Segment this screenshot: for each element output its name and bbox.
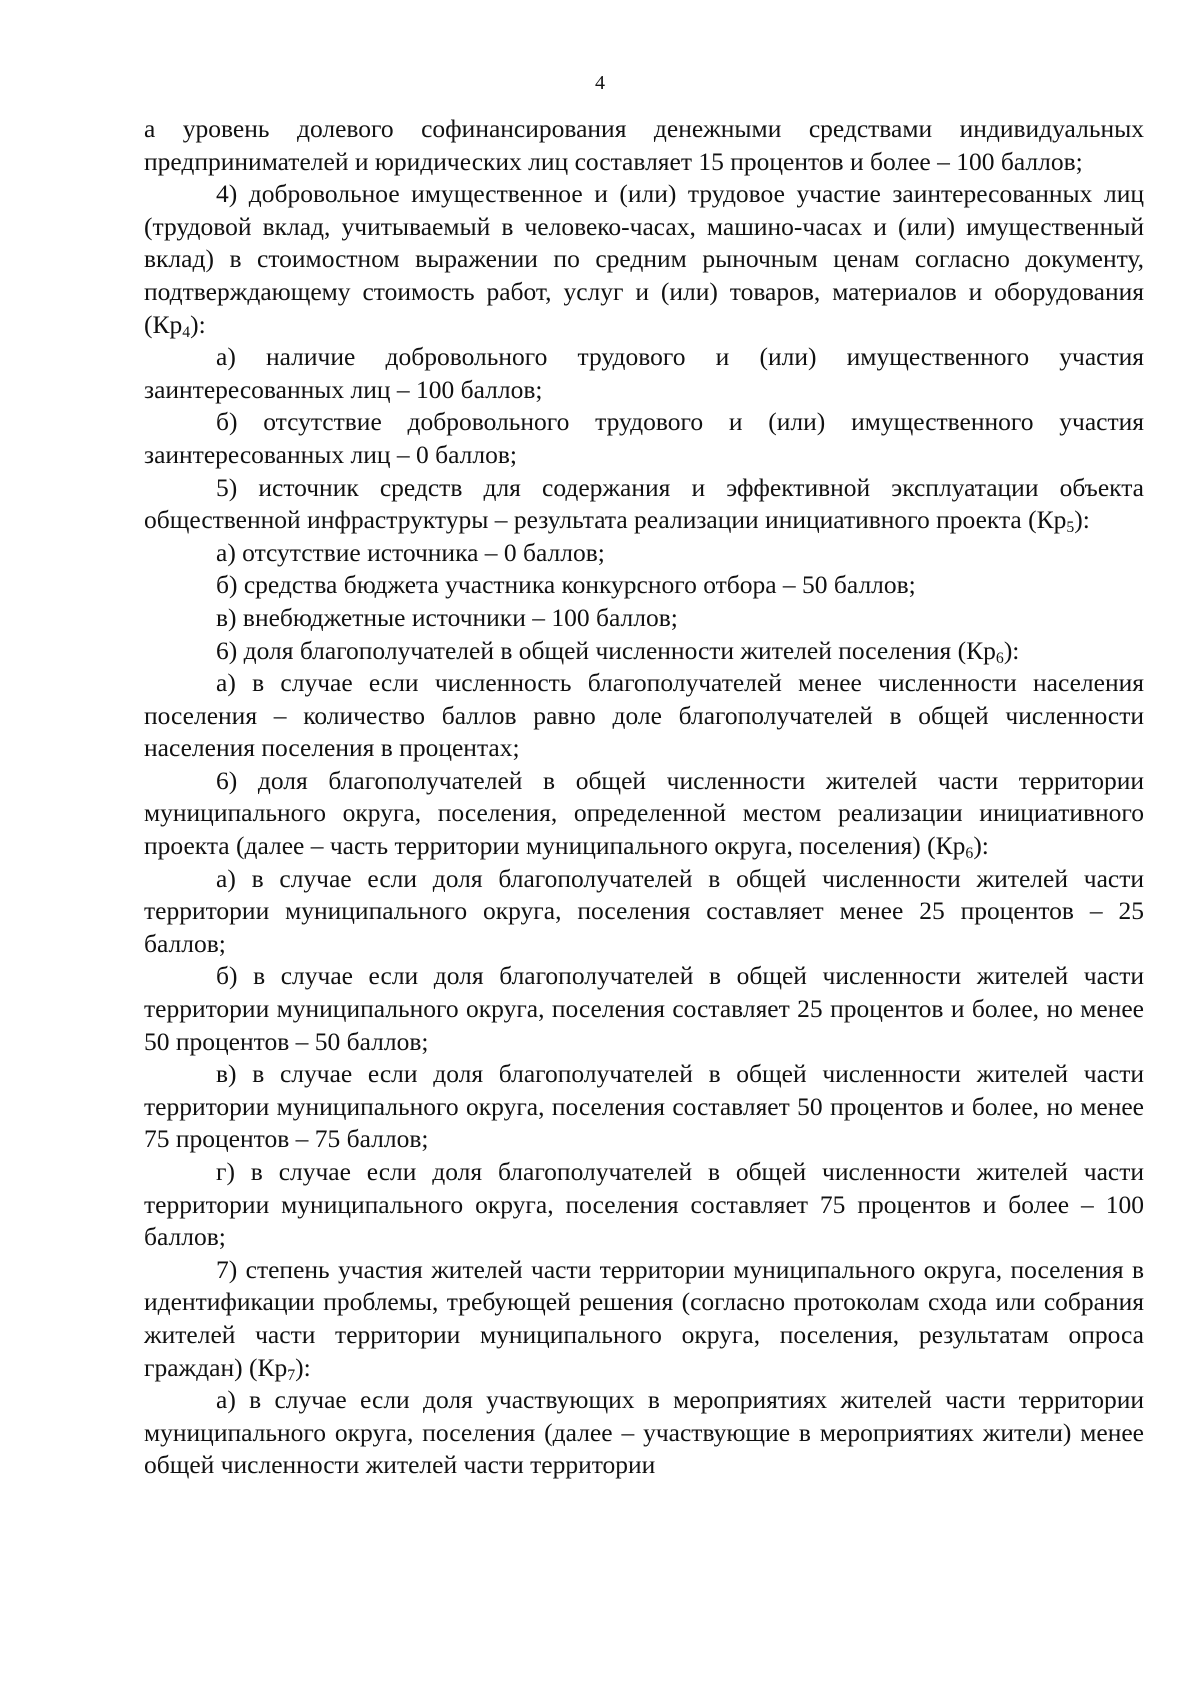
paragraph: б) средства бюджета участника конкурсного отбора – 50 баллов; xyxy=(216,570,916,600)
paragraph: в) внебюджетные источники – 100 баллов; xyxy=(216,602,678,632)
paragraph: 7) степень участия жителей части территории муниципального округа, поселения в идентификации проблемы, требующей решения (согласно протоколам схода или собрания жителей части территории муниципального округа, поселения, результатам опроса граждан) $(Кр_7)$: xyxy=(144,1254,1144,1384)
paragraph: б) отсутствие добровольного трудового и (или) имущественного участия заинтересованных лиц – 0 баллов; xyxy=(144,407,1144,469)
paragraph: а) в случае если доля благополучателей в общей численности жителей части территории муниципального округа, поселения составляет менее 25 процентов – 25 баллов; xyxy=(144,863,1144,958)
paragraph: 6) доля благополучателей в общей численности жителей поселения $(Кр_6)$: xyxy=(216,635,1020,667)
paragraph: б) в случае если доля благополучателей в общей численности жителей части территории муниципального округа, поселения составляет 25 процентов и более, но менее 50 процентов – 50 баллов; xyxy=(144,961,1144,1056)
paragraph: в) в случае если доля благополучателей в общей численности жителей части территории муниципального округа, поселения составляет 50 процентов и более, но менее 75 процентов – 75 баллов; xyxy=(144,1059,1144,1154)
paragraph: а уровень долевого софинансирования денежными средствами индивидуальных предпринимателей и юридических лиц составляет 15 процентов и более – 100 баллов; xyxy=(144,114,1144,176)
paragraph: а) в случае если доля участвующих в мероприятиях жителей части территории муниципального округа, поселения (далее – участвующие в мероприятиях жители) менее общей численности жителей части территории xyxy=(144,1385,1144,1480)
paragraph: 5) источник средств для содержания и эффективной эксплуатации объекта общественной инфраструктуры – результата реализации инициативного проекта $(Кр_5)$: xyxy=(144,472,1144,537)
paragraph: а) в случае если численность благополучателей менее численности населения поселения – количество баллов равно доле благополучателей в общей численности населения поселения в процентах; xyxy=(144,668,1144,763)
paragraph: 4) добровольное имущественное и (или) трудовое участие заинтересованных лиц (трудовой вклад, учитываемый в человеко-часах, машино-часах и (или) имущественный вклад) в стоимостном выражении по средним рыночным ценам согласно документу, подтверждающему стоимость работ, услуг и (или) товаров, материалов и оборудования $(Кр_4)$: xyxy=(144,179,1144,341)
paragraph: 6) доля благополучателей в общей численности жителей части территории муниципального округа, поселения, определенной местом реализации инициативного проекта (далее – часть территории муниципального округа, поселения) $(Кр_6)$: xyxy=(144,765,1144,862)
paragraph: а) наличие добровольного трудового и (или) имущественного участия заинтересованных лиц – 100 баллов; xyxy=(144,342,1144,404)
document-body xyxy=(144,113,1144,1482)
paragraph: а) отсутствие источника – 0 баллов; xyxy=(216,537,605,567)
page-number: 4 xyxy=(595,72,605,94)
paragraph: г) в случае если доля благополучателей в общей численности жителей части территории муниципального округа, поселения составляет 75 процентов и более – 100 баллов; xyxy=(144,1157,1144,1252)
